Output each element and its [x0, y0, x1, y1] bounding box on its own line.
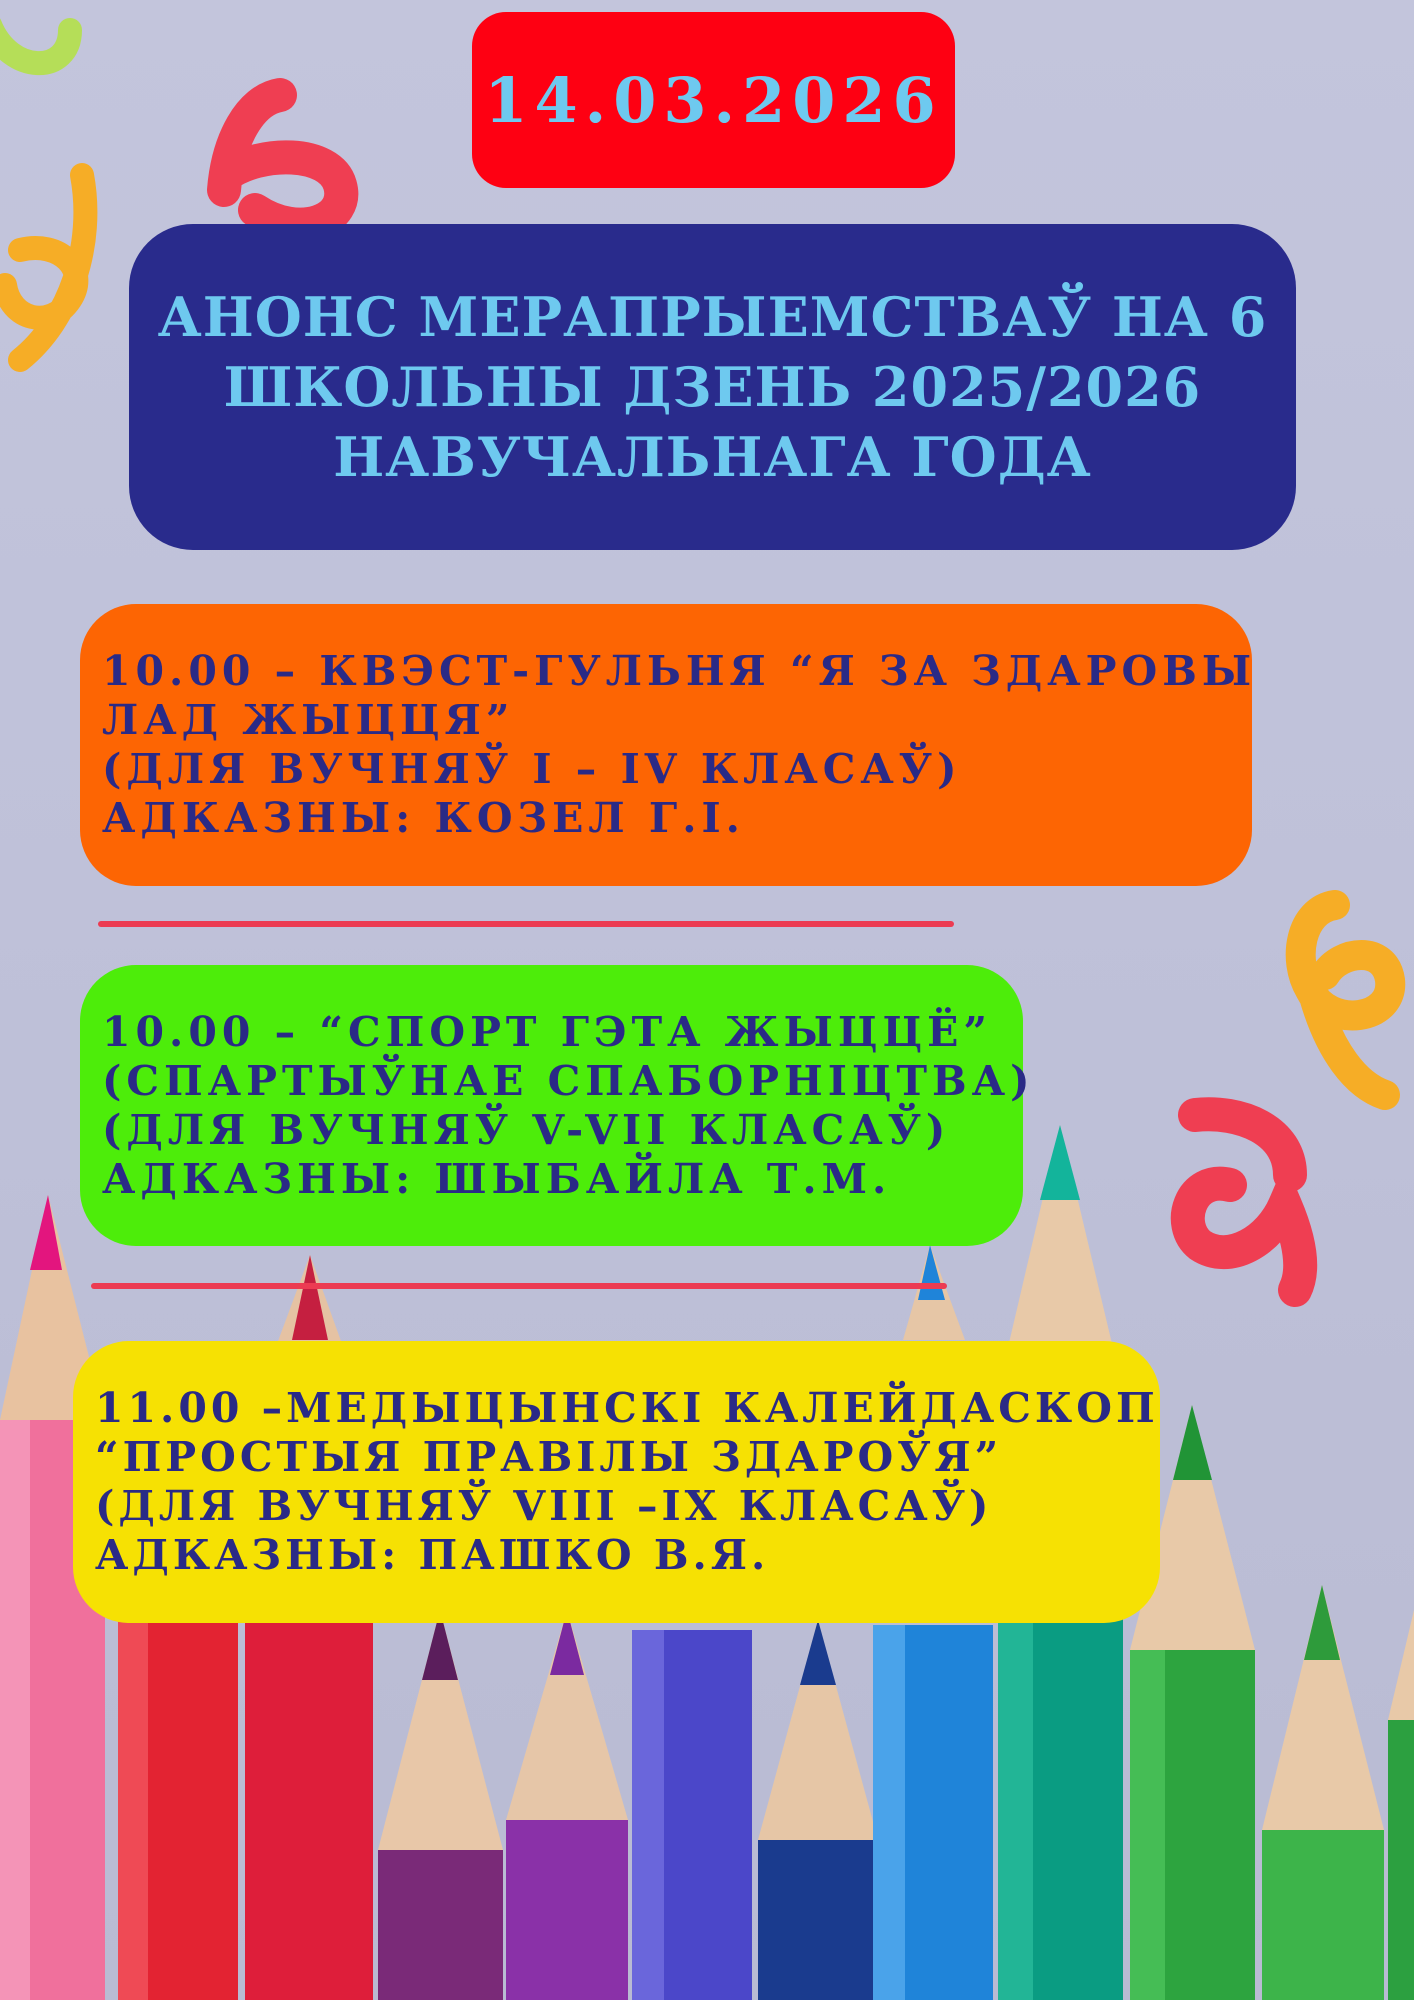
- event-subtitle: “ПРОСТЫЯ ПРАВІЛЫ ЗДАРОЎЯ”: [95, 1433, 1003, 1481]
- letter-glyph: [0, 25, 70, 63]
- title: [158, 282, 1268, 492]
- divider: [91, 1283, 947, 1289]
- event-audience: (ДЛЯ ВУЧНЯЎ VIII –IX КЛАСАЎ): [95, 1482, 993, 1530]
- event-responsible: АДКАЗНЫ: ШЫБАЙЛА Т.М.: [102, 1154, 892, 1203]
- letter-glyph: [1188, 1114, 1300, 1290]
- event-card-quest: [80, 604, 1257, 886]
- title-line: АНОНС МЕРАПРЫЕМСТВАЎ НА 6: [157, 285, 1268, 349]
- event-card-medical: [73, 1341, 1160, 1623]
- letter-glyph: [1301, 905, 1391, 1095]
- event-card-sport: [80, 965, 1035, 1246]
- pencil-blue-violet: [632, 1630, 752, 2000]
- event-subtitle: (СПАРТЫЎНАЕ СПАБОРНІЦТВА): [102, 1056, 1035, 1105]
- event-responsible: АДКАЗНЫ: КОЗЕЛ Г.І.: [102, 794, 745, 842]
- title-line: ШКОЛЬНЫ ДЗЕНЬ 2025/2026: [223, 355, 1202, 419]
- event-time-title: 11.00 –МЕДЫЦЫНСКІ КАЛЕЙДАСКОП: [95, 1384, 1159, 1432]
- pencil-light-green: [1262, 1585, 1384, 2000]
- event-time-title: 10.00 – КВЭСТ-ГУЛЬНЯ “Я ЗА ЗДАРОВЫ: [102, 647, 1257, 695]
- pencil-purple: [378, 1610, 503, 2000]
- event-time-title: 10.00 – “СПОРТ ГЭТА ЖЫЦЦЁ”: [102, 1007, 992, 1056]
- divider: [98, 921, 954, 927]
- title-banner: [129, 224, 1296, 550]
- pencil-violet: [506, 1610, 628, 2000]
- event-audience: (ДЛЯ ВУЧНЯЎ V-VII КЛАСАЎ): [102, 1105, 951, 1154]
- title-line: НАВУЧАЛЬНАГА ГОДА: [333, 425, 1092, 489]
- event-title-continued: ЛАД ЖЫЦЦЯ”: [102, 696, 515, 744]
- event-audience: (ДЛЯ ВУЧНЯЎ І – ІV КЛАСАЎ): [102, 745, 962, 793]
- pencil-red: [118, 1590, 238, 2000]
- pencil-dark-blue: [758, 1620, 878, 2000]
- pencil-edge-green: [1388, 1610, 1414, 2000]
- date-banner: [472, 12, 955, 188]
- letter-glyph: [224, 95, 341, 225]
- event-responsible: АДКАЗНЫ: ПАШКО В.Я.: [95, 1531, 770, 1579]
- date-text: 14.03.2026: [484, 63, 943, 137]
- letter-glyph: [5, 175, 85, 360]
